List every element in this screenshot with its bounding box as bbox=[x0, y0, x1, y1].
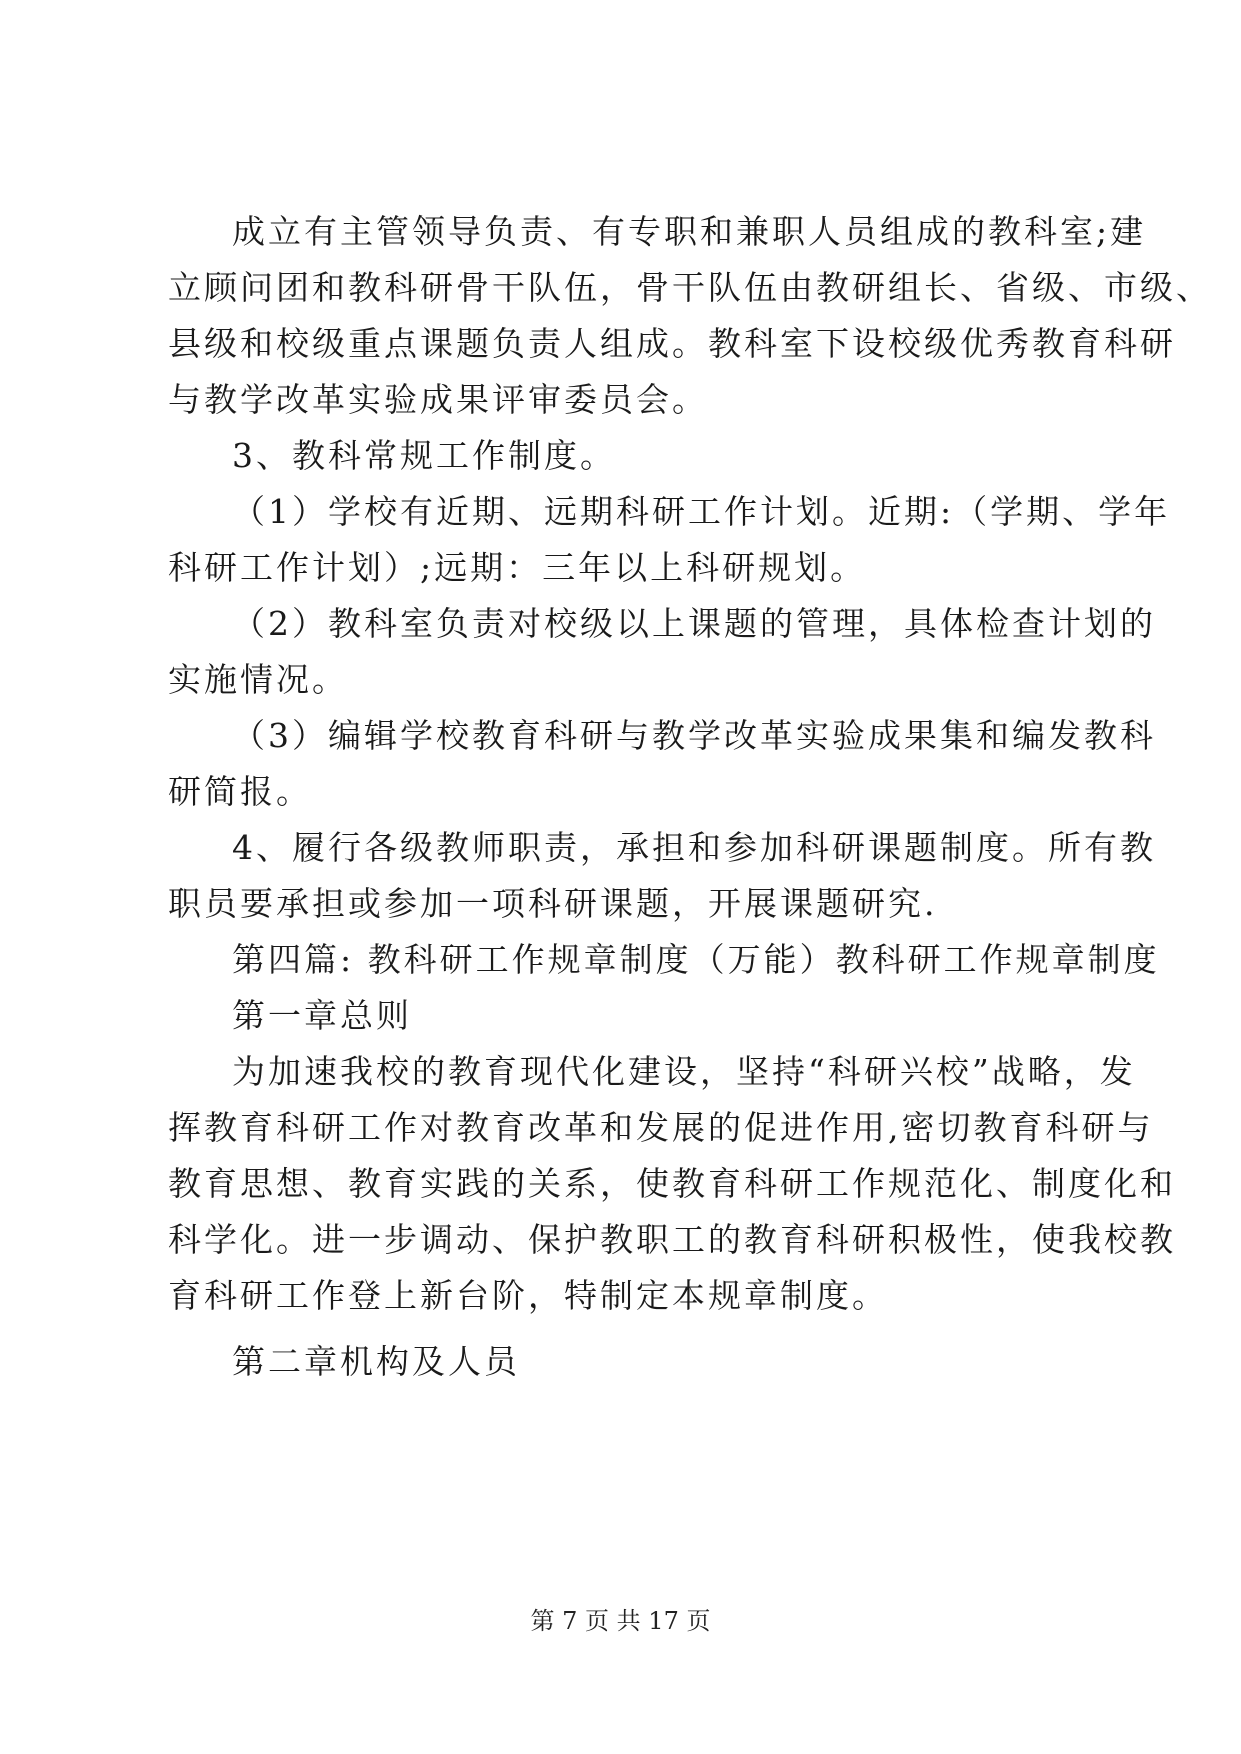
list-item-3-line-1: （3）编辑学校教育科研与教学改革实验成果集和编发教科 bbox=[232, 716, 1156, 755]
paragraph-line-1: 为加速我校的教育现代化建设，坚持“科研兴校”战略，发 bbox=[232, 1052, 1136, 1091]
paragraph-line-5: 育科研工作登上新台阶，特制定本规章制度。 bbox=[168, 1276, 888, 1315]
section-heading-3: 3、教科常规工作制度。 bbox=[232, 436, 616, 475]
section-4-line-1: 4、履行各级教师职责，承担和参加科研课题制度。所有教 bbox=[232, 828, 1156, 867]
section-4-line-2: 职员要承担或参加一项科研课题，开展课题研究. bbox=[168, 884, 938, 923]
list-item-3-line-2: 研简报。 bbox=[168, 772, 312, 811]
paragraph-line-4: 科学化。进一步调动、保护教职工的教育科研积极性，使我校教 bbox=[168, 1220, 1176, 1259]
paragraph-line-3: 教育思想、教育实践的关系，使教育科研工作规范化、制度化和 bbox=[168, 1164, 1176, 1203]
paragraph-line-2: 挥教育科研工作对教育改革和发展的促进作用,密切教育科研与 bbox=[168, 1108, 1154, 1147]
list-item-2-line-2: 实施情况。 bbox=[168, 660, 348, 699]
text-line-2: 立顾问团和教科研骨干队伍，骨干队伍由教研组长、省级、市级、 bbox=[168, 268, 1212, 307]
list-item-2-line-1: （2）教科室负责对校级以上课题的管理，具体检查计划的 bbox=[232, 604, 1156, 643]
chapter-2-heading: 第二章机构及人员 bbox=[232, 1342, 520, 1381]
chapter-title: 第四篇: 教科研工作规章制度（万能）教科研工作规章制度 bbox=[232, 940, 1160, 979]
text-line-4: 与教学改革实验成果评审委员会。 bbox=[168, 380, 708, 419]
chapter-1-heading: 第一章总则 bbox=[232, 996, 412, 1035]
text-line-3: 县级和校级重点课题负责人组成。教科室下设校级优秀教育科研 bbox=[168, 324, 1176, 363]
text-line-1: 成立有主管领导负责、有专职和兼职人员组成的教科室;建 bbox=[232, 212, 1147, 251]
page-number-footer: 第 7 页 共 17 页 bbox=[530, 1607, 711, 1635]
list-item-1-line-1: （1）学校有近期、远期科研工作计划。近期:（学期、学年 bbox=[232, 492, 1171, 531]
list-item-1-line-2: 科研工作计划）;远期：三年以上科研规划。 bbox=[168, 548, 867, 587]
